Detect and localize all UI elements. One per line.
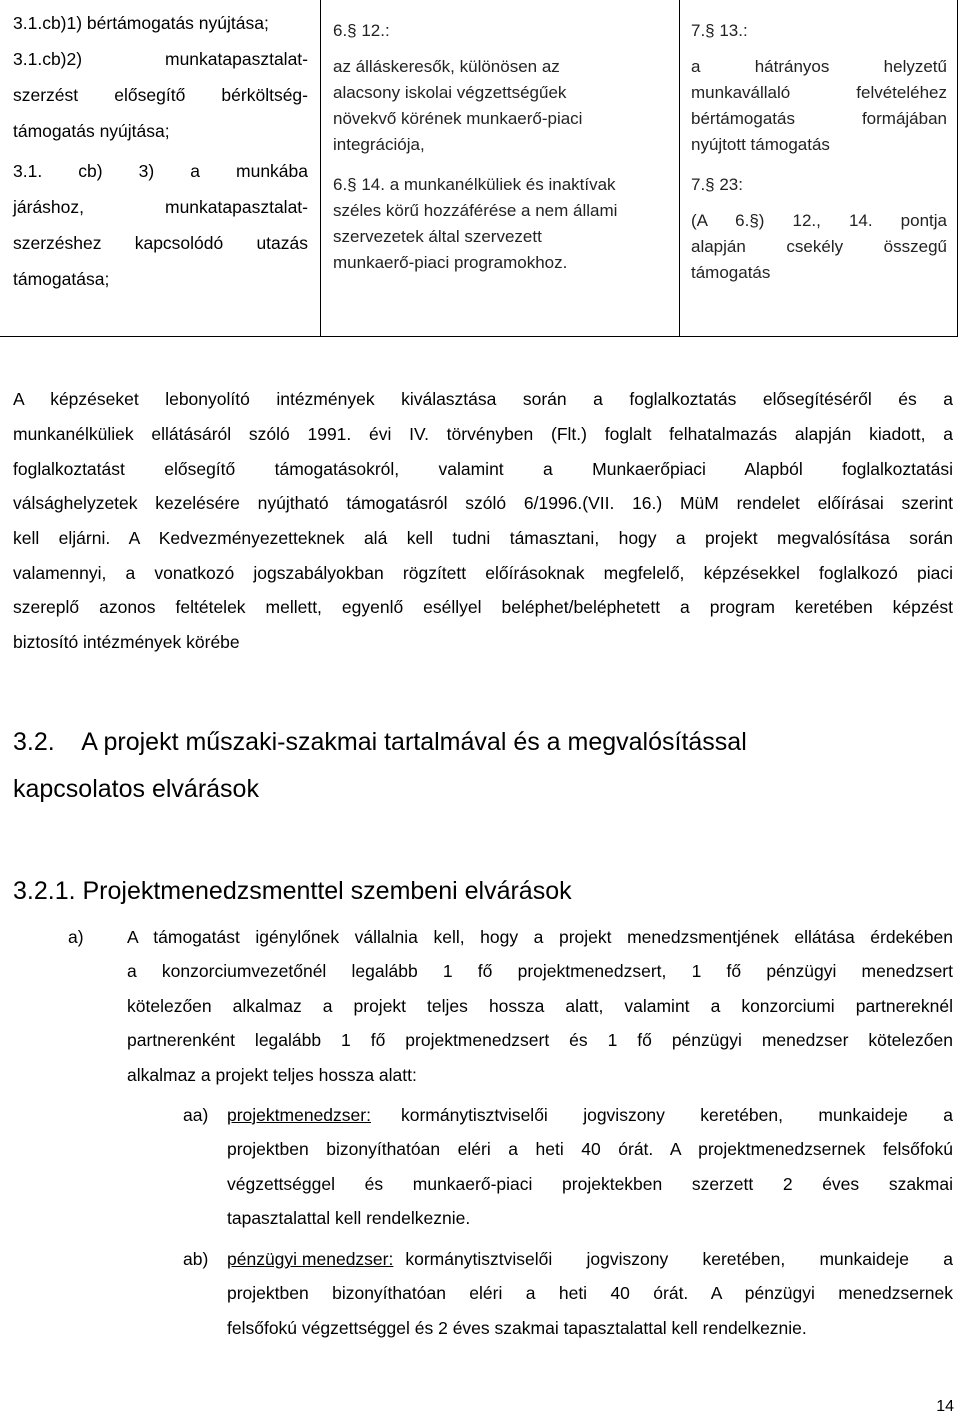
page-number: 14 [936,1398,954,1415]
paragraph-line: foglalkoztatást elősegítő támogatásokról, valamint a Munkaerőpiaci Alapból foglalkoztatási [13,459,953,479]
list-marker-ab: ab) [183,1249,209,1269]
list-item-line: projektben bizonyíthatóan eléri a heti 40 órát. A projektmenedzsernek felsőfokú [227,1139,953,1159]
table-cell-line: 7.§ 13.: [691,21,748,40]
table-cell-line: alacsony iskolai végzettségűek [333,83,567,102]
list-item-line: kötelezően alkalmaz a projekt teljes hossza alatt, valamint a konzorciumi partnereknél [127,996,953,1016]
table-cell-line: (A 6.§) 12., 14. pontja [691,211,947,230]
table-cell-line: a hátrányos helyzetű [691,57,947,76]
table-cell-line: 6.§ 12.: [333,21,390,40]
table-cell-line: munkavállaló felvételéhez [691,83,947,102]
table-cell-line: növekvő körének munkaerő-piaci [333,109,583,128]
list-item-line: végzettséggel és munkaerő-piaci projektekben szerzett 2 éves szakmai [227,1174,953,1194]
section-heading-3-2 [13,728,747,757]
table-cell-line: szerzést elősegítő bérköltség- [13,85,308,105]
table-divider [679,0,680,336]
list-item-line: alkalmaz a projekt teljes hossza alatt: [127,1065,417,1085]
section-heading-3-2-cont: kapcsolatos elvárások [13,775,259,803]
paragraph-line: A képzéseket lebonyolító intézmények kiválasztása során a foglalkoztatás elősegítéséről és a [13,389,953,409]
table-cell-line: az álláskeresők, különösen az [333,57,560,76]
table-divider [320,0,321,336]
table-cell-line: szervezetek által szervezett [333,227,542,246]
term-penzugyi-menedzser: pénzügyi menedzser: [227,1249,394,1269]
list-marker-aa: aa) [183,1105,209,1125]
paragraph-line: munkanélküliek ellátásáról szóló 1991. évi IV. törvényben (Flt.) foglalt felhatalmazás alapján kiadott, a [13,424,953,444]
heading-text: A projekt műszaki-szakmai tartalmával és a megvalósítással [81,728,747,756]
list-item-line [227,1105,953,1126]
table-cell-line: integrációja, [333,135,425,154]
table-cell-line: nyújtott támogatás [691,135,830,154]
term-projektmenedzser: projektmenedzser: [227,1105,371,1125]
table-cell-line: támogatás nyújtása; [13,121,170,141]
support-table [0,0,958,337]
table-cell-line: szerzéshez kapcsolódó utazás [13,233,308,253]
table-cell-line: alapján csekély összegű [691,237,947,256]
list-item-line: tapasztalattal kell rendelkeznie. [227,1208,471,1228]
paragraph-line: kell eljárni. A Kedvezményezetteknek alá kell tudni támasztani, hogy a projekt megvalósítása során [13,528,953,548]
list-marker-a: a) [68,927,84,947]
paragraph-line: valamennyi, a vonatkozó jogszabályokban rögzített előírásoknak megfelelő, képzésekkel foglalkozó piaci [13,563,953,583]
table-cell-line: 3.1.cb)1) bértámogatás nyújtása; [13,13,269,33]
table-cell-line: 3.1.cb)2) munkatapasztalat- [13,49,308,69]
list-item-line: a konzorciumvezetőnél legalább 1 fő projektmenedzsert, 1 fő pénzügyi menedzsert [127,961,953,981]
section-heading-3-2-1: 3.2.1. Projektmenedzsmenttel szembeni elvárások [13,877,572,905]
paragraph-line: biztosító intézmények körébe [13,632,240,652]
list-item-line: felsőfokú végzettséggel és 2 éves szakmai tapasztalattal kell rendelkeznie. [227,1318,807,1338]
table-cell-line: munkaerő-piaci programokhoz. [333,253,568,272]
table-cell-line: támogatás [691,263,771,282]
table-cell-line: széles körű hozzáférése a nem állami [333,201,618,220]
term-definition: kormánytisztviselői jogviszony keretében, munkaideje a [400,1105,953,1125]
table-cell-line: támogatása; [13,269,110,289]
list-item-line: partnerenként legalább 1 fő projektmenedzsert és 1 fő pénzügyi menedzser kötelezően [127,1030,953,1050]
table-cell-line: bértámogatás formájában [691,109,947,128]
table-cell-line: 6.§ 14. a munkanélküliek és inaktívak [333,175,616,194]
table-cell-line: 7.§ 23: [691,175,743,194]
term-definition: kormánytisztviselői jogviszony keretében, munkaideje a [405,1249,953,1269]
table-cell-line: járáshoz, munkatapasztalat- [13,197,308,217]
heading-number: 3.2. [13,728,55,756]
list-item-line: A támogatást igénylőnek vállalnia kell, hogy a projekt menedzsmentjének ellátása érdekében [127,927,953,947]
table-cell-line: 3.1. cb) 3) a munkába [13,161,308,181]
paragraph-line: válsághelyzetek kezelésére nyújtható támogatásról szóló 6/1996.(VII. 16.) MüM rendelet előírásai szerint [13,493,953,513]
paragraph-line: szereplő azonos feltételek mellett, egyenlő eséllyel beléphet/beléphetett a program keretében képzést [13,597,953,617]
list-item-line: projektben bizonyíthatóan eléri a heti 40 órát. A pénzügyi menedzsernek [227,1283,953,1303]
list-item-line [227,1249,953,1270]
